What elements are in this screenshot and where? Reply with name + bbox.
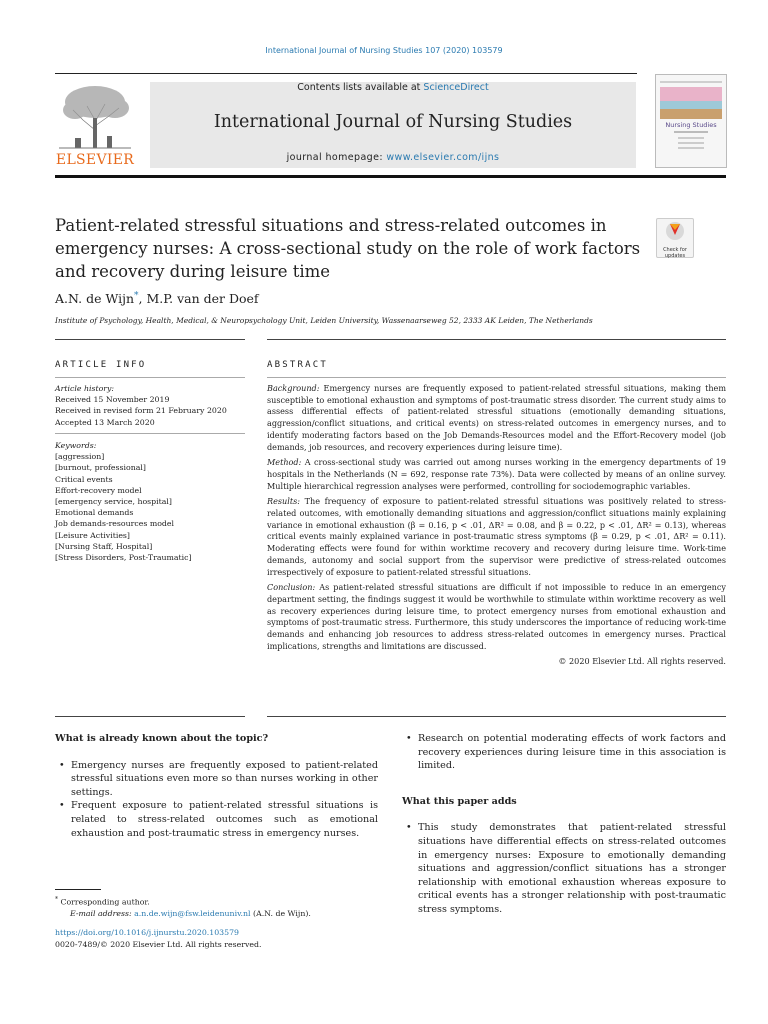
keywords-label: Keywords:	[55, 441, 97, 450]
keyword: Critical events	[55, 474, 113, 484]
doi-link[interactable]: https://doi.org/10.1016/j.ijnurstu.2020.103579	[55, 928, 240, 937]
header-rule	[55, 73, 637, 74]
history-entry: Received 15 November 2019	[55, 395, 170, 405]
contents-line	[150, 82, 636, 93]
keyword: Job demands-resources model	[55, 519, 175, 529]
results-text: The frequency of exposure to patient-related stressful situations was positively related to stress-related outcomes, with emotionally demanding situations and aggression/conflict situations mainly explaining variance in emotional exhaustion (β = 0.16, p < .01, ΔR² = 0.08, and β = 0.22, p < .01, ΔR² = 0.13), whereas critical events mainly explained variance in post-traumatic stress symptoms (β = 0.29, p < .01, ΔR² = 0.11). Moderating effects were found for within worktime recovery and recovery during leisure time. Work-time demands, autonomy and social support from the supervisor were predictive of stress-related outcomes irrespectively of exposure to patient-related stressful situations.	[267, 496, 726, 577]
conclusion-text: As patient-related stressful situations are difficult if not impossible to reduce in an emergency department setting, the findings suggest it would be worthwhile to stimulate within worktime recovery as well as recovery experiences during leisure time, to protect emergency nurses from emotional exhaustion and symptoms of post-traumatic stress. Furthermore, this study underscores the importance of reducing work-time demands and enhancing job resources to address stress-related outcomes in emergency nurses. Practical implications, strengths and limitations are discussed.	[267, 582, 726, 651]
list-item: • Emergency nurses are frequently exposed to patient-related stressful situations even more so than nurses working in other settings.	[55, 759, 378, 800]
keyword: [Nursing Staff, Hospital]	[55, 541, 153, 551]
contents-prefix: Contents lists available at	[297, 82, 424, 93]
email-suffix: (A.N. de Wijn).	[250, 909, 311, 919]
crossmark-label: Check for updates	[663, 247, 687, 259]
abstract-conclusion	[267, 582, 726, 652]
method-text: A cross-sectional study was carried out among nurses working in the emergency departments of 19 hospitals in the Netherlands (N = 692, response rate 73%). Data were collected by means of an online survey. Multiple hierarchical regression analyses were performed, controlling for sociodemographic variables.	[267, 457, 726, 491]
adds-list	[402, 821, 726, 916]
abstract-copyright: © 2020 Elsevier Ltd. All rights reserved.	[558, 656, 726, 667]
divider	[267, 377, 726, 378]
list-item: • Research on potential moderating effects of work factors and recovery experiences during leisure time in this association is limited.	[402, 732, 726, 773]
email-label: E-mail address:	[70, 909, 132, 919]
keyword: [Stress Disorders, Post-Traumatic]	[55, 553, 192, 563]
known-heading: What is already known about the topic?	[55, 733, 269, 744]
abstract-results	[267, 496, 726, 578]
check-for-updates-badge[interactable]	[656, 218, 694, 258]
journal-cover-thumbnail[interactable]	[655, 74, 727, 168]
keywords	[55, 440, 245, 563]
history-label: Article history:	[55, 384, 115, 393]
known-list-continued	[402, 732, 726, 773]
keyword: [emergency service, hospital]	[55, 497, 172, 507]
email-link[interactable]: a.n.de.wijn@fsw.leidenuniv.nl	[134, 909, 251, 919]
conclusion-label: Conclusion:	[267, 582, 316, 593]
abstract-heading: ABSTRACT	[267, 360, 328, 370]
keyword: [burnout, professional]	[55, 463, 146, 473]
elsevier-wordmark: ELSEVIER	[55, 152, 135, 168]
list-item: • Frequent exposure to patient-related stressful situations is related to stress-related outcomes such as emotional exhaustion and post-traumatic stress in emergency nurses.	[55, 799, 378, 840]
background-text: Emergency nurses are frequently exposed to patient-related stressful situations, making them susceptible to emotional exhaustion and symptoms of post-traumatic stress disorder. The current study aims to assess differential effects of patient-related stressful situations (emotionally demanding situations, aggression/conflict situations, and critical events) on stress-related outcomes in emergency nurses, and to identify moderating factors based on the Job Demands-Resources model and the Effort-Recovery model (job demands, job resources, and recovery experiences during leisure time).	[267, 383, 726, 452]
author-separator: ,	[138, 291, 147, 307]
article-history	[55, 383, 245, 428]
known-box	[55, 732, 378, 840]
corresponding-text: Corresponding author.	[60, 897, 150, 907]
list-item: • This study demonstrates that patient-related stressful situations have differential effects on stress-related outcomes in emergency nurses: Exposure to emotionally demanding situations and aggression/conflict situations has a stronger relationship with emotional exhaustion whereas exposure to critical events has a stronger relationship with post-traumatic stress symptoms.	[402, 821, 726, 916]
email-note	[55, 908, 378, 920]
divider	[55, 339, 245, 340]
divider	[267, 339, 726, 340]
known-list	[55, 759, 378, 841]
adds-heading: What this paper adds	[402, 795, 517, 807]
method-label: Method:	[267, 457, 302, 468]
author-name: M.P. van der Doef	[146, 291, 259, 307]
abstract-background	[267, 383, 726, 453]
sciencedirect-link[interactable]: ScienceDirect	[423, 82, 489, 93]
journal-title: International Journal of Nursing Studies	[213, 112, 573, 132]
abstract-body	[267, 383, 726, 672]
abstract-method	[267, 457, 726, 492]
corresponding-author-marker[interactable]: *	[134, 291, 139, 301]
author-name: A.N. de Wijn	[55, 291, 135, 307]
homepage-prefix: journal homepage:	[286, 152, 387, 163]
article-title: Patient-related stressful situations and stress-related outcomes in emergency nurses: A cross-sectional study on the role of work factors and recovery during leisure time	[55, 216, 641, 281]
divider	[55, 433, 245, 434]
footnote-marker: *	[55, 896, 58, 903]
keyword: [Leisure Activities]	[55, 530, 130, 540]
keyword: Emotional demands	[55, 508, 134, 518]
affiliation: Institute of Psychology, Health, Medical, & Neuropsychology Unit, Leiden University, Wassenaarseweg 52, 2333 AK Leiden, The Netherlands	[55, 316, 593, 325]
issn-line: 0020-7489/© 2020 Elsevier Ltd. All rights reserved.	[55, 939, 262, 949]
history-entry: Received in revised form 21 February 2020	[55, 406, 227, 416]
history-entry: Accepted 13 March 2020	[55, 417, 155, 427]
homepage-link[interactable]: www.elsevier.com/ijns	[386, 152, 500, 163]
keyword: [aggression]	[55, 452, 105, 462]
results-label: Results:	[267, 496, 300, 507]
header-thick-rule	[55, 175, 726, 178]
cover-title: Nursing Studies	[665, 121, 717, 129]
divider	[267, 716, 726, 717]
journal-citation-link[interactable]: International Journal of Nursing Studies 107 (2020) 103579	[265, 46, 503, 55]
keyword: Effort-recovery model	[55, 485, 142, 495]
article-info-heading: ARTICLE INFO	[55, 360, 147, 370]
background-label: Background:	[267, 383, 320, 393]
divider	[55, 716, 245, 717]
adds-box	[402, 732, 726, 917]
divider	[55, 377, 245, 378]
doi-block	[55, 927, 261, 950]
footnote	[55, 894, 378, 920]
corresponding-note	[55, 894, 378, 908]
author-list	[55, 291, 259, 306]
footnote-rule	[55, 889, 101, 890]
journal-homepage	[150, 152, 636, 163]
